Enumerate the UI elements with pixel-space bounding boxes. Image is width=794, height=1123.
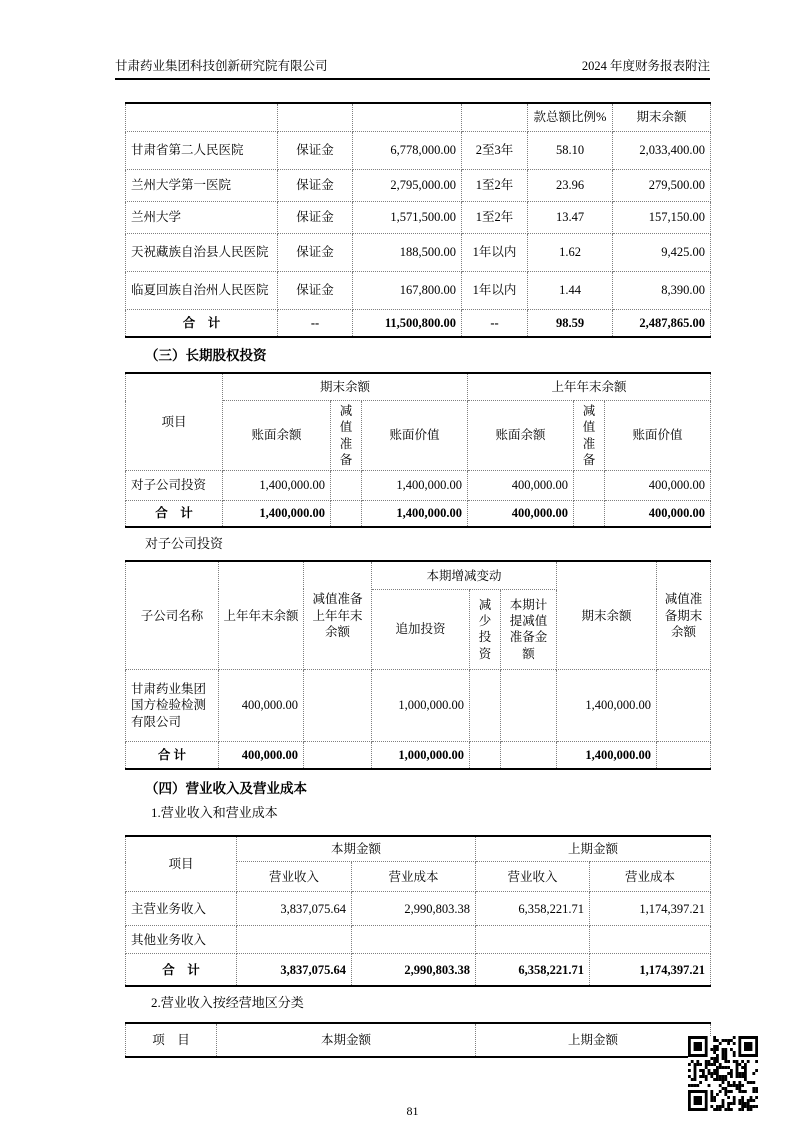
table-row: [126, 271, 711, 309]
table-row: [126, 169, 711, 201]
table-cell: 保证金: [278, 233, 353, 271]
table-cell: 保证金: [278, 131, 353, 169]
table-cell: 400,000.00: [468, 501, 574, 527]
table-header-row: [126, 561, 711, 589]
table-cell: 其他业务收入: [126, 926, 237, 954]
table-cell: 兰州大学第一医院: [126, 169, 278, 201]
column-header: 减值准备: [331, 401, 362, 471]
table-row: [126, 926, 711, 954]
table-cell: 保证金: [278, 271, 353, 309]
table-cell: 400,000.00: [605, 471, 711, 501]
table-cell: 279,500.00: [613, 169, 711, 201]
table-cell: [574, 501, 605, 527]
table-cell: 1,000,000.00: [372, 741, 470, 769]
table-cell: 甘肃药业集团国方检验检测有限公司: [126, 669, 219, 741]
table-cell: --: [278, 309, 353, 337]
column-header: 本期金额: [217, 1023, 476, 1057]
table-cell: 2,990,803.38: [352, 954, 476, 986]
column-header: 账面余额: [468, 401, 574, 471]
table-cell: 23.96: [528, 169, 613, 201]
table-cell: 1至2年: [462, 201, 528, 233]
table-cell: [574, 471, 605, 501]
subsection-revenue-1: 1.营业收入和营业成本: [151, 804, 278, 820]
column-header: 营业成本: [590, 862, 711, 892]
table-cell: [657, 741, 711, 769]
table-cell: 3,837,075.64: [237, 954, 352, 986]
total-row: [126, 741, 711, 769]
table-cell: 11,500,800.00: [353, 309, 462, 337]
table-cell: 157,150.00: [613, 201, 711, 233]
table-row: [126, 233, 711, 271]
table-cell: 1,174,397.21: [590, 954, 711, 986]
report-title: 2024 年度财务报表附注: [581, 59, 710, 73]
table-cell: 1,571,500.00: [353, 201, 462, 233]
table-cell: 1.44: [528, 271, 613, 309]
column-header: 营业成本: [352, 862, 476, 892]
table-cell: [331, 471, 362, 501]
column-header: [278, 103, 353, 131]
table-cell: [470, 741, 501, 769]
column-header: 期末余额: [223, 373, 468, 401]
table-cell: [237, 926, 352, 954]
column-header: 上年年末余额: [468, 373, 711, 401]
table-cell: --: [462, 309, 528, 337]
table-cell: 兰州大学: [126, 201, 278, 233]
table-cell: 1,400,000.00: [557, 669, 657, 741]
column-header: 期末余额: [613, 103, 711, 131]
table-cell: [590, 926, 711, 954]
page-number: 81: [406, 1103, 419, 1118]
column-header: 营业收入: [476, 862, 590, 892]
table-cell: 6,358,221.71: [476, 892, 590, 926]
table-cell: 400,000.00: [605, 501, 711, 527]
table-cell: 1至2年: [462, 169, 528, 201]
table-cell: 合 计: [126, 501, 223, 527]
table-row: [126, 669, 711, 741]
column-header: 项目: [126, 373, 223, 471]
table-cell: 甘肃省第二人民医院: [126, 131, 278, 169]
table-cell: 2,990,803.38: [352, 892, 476, 926]
subsection-revenue-2: 2.营业收入按经营地区分类: [151, 994, 304, 1010]
table-cell: [501, 669, 557, 741]
table-cell: 保证金: [278, 169, 353, 201]
table-cell: 400,000.00: [219, 741, 304, 769]
table-header-row: [126, 836, 711, 862]
table-cell: 主营业务收入: [126, 892, 237, 926]
table-cell: 188,500.00: [353, 233, 462, 271]
table-cell: 1,400,000.00: [223, 471, 331, 501]
section-title-equity: （三）长期股权投资: [145, 348, 267, 363]
table-cell: [304, 669, 372, 741]
table-cell: 58.10: [528, 131, 613, 169]
column-header: 期末余额: [557, 561, 657, 669]
table-header-row: [126, 373, 711, 401]
column-header: 追加投资: [372, 589, 470, 669]
subsidiary-table: [125, 560, 711, 770]
table-cell: 保证金: [278, 201, 353, 233]
column-header: 本期金额: [237, 836, 476, 862]
table-cell: 3,837,075.64: [237, 892, 352, 926]
table-cell: 1,400,000.00: [557, 741, 657, 769]
table-cell: 1年以内: [462, 271, 528, 309]
total-row: [126, 954, 711, 986]
table-row: [126, 892, 711, 926]
table-cell: 400,000.00: [219, 669, 304, 741]
column-header: 上年年末余额: [219, 561, 304, 669]
table-cell: [501, 741, 557, 769]
company-name: 甘肃药业集团科技创新研究院有限公司: [115, 59, 328, 73]
table-cell: 2,795,000.00: [353, 169, 462, 201]
table-cell: 8,390.00: [613, 271, 711, 309]
column-header: 减值准备: [574, 401, 605, 471]
column-header: 账面余额: [223, 401, 331, 471]
column-header: 账面价值: [605, 401, 711, 471]
column-header: [353, 103, 462, 131]
table-cell: [476, 926, 590, 954]
table-cell: 2,487,865.00: [613, 309, 711, 337]
table-cell: 合 计: [126, 954, 237, 986]
table-cell: 1,400,000.00: [223, 501, 331, 527]
column-header: 营业收入: [237, 862, 352, 892]
table-cell: 9,425.00: [613, 233, 711, 271]
lt-equity-table: [125, 372, 711, 528]
column-header: [126, 103, 278, 131]
qr-code: [688, 1036, 758, 1111]
table-cell: 1,400,000.00: [362, 471, 468, 501]
table-cell: 13.47: [528, 201, 613, 233]
column-header: 上期金额: [476, 836, 711, 862]
column-header: 项 目: [126, 1023, 217, 1057]
column-header: 子公司名称: [126, 561, 219, 669]
column-header: 减值准备上年年末余额: [304, 561, 372, 669]
table-cell: [304, 741, 372, 769]
column-header: 减值准备期末余额: [657, 561, 711, 669]
subsidiary-note: 对子公司投资: [145, 535, 224, 551]
table-cell: 合 计: [126, 741, 219, 769]
table-row: [126, 131, 711, 169]
table-header-row: [126, 103, 711, 131]
table-cell: 1,400,000.00: [362, 501, 468, 527]
total-row: [126, 309, 711, 337]
total-row: [126, 501, 711, 527]
page-header: [115, 56, 710, 80]
table-header-row: [126, 1023, 711, 1057]
column-header: 本期计提减值准备金额: [501, 589, 557, 669]
table-cell: 2,033,400.00: [613, 131, 711, 169]
table-row: [126, 471, 711, 501]
table-cell: 合 计: [126, 309, 278, 337]
column-header: 账面价值: [362, 401, 468, 471]
table-cell: [352, 926, 476, 954]
table-cell: 6,358,221.71: [476, 954, 590, 986]
revenue-table: [125, 835, 711, 987]
region-revenue-table: [125, 1022, 711, 1058]
table-cell: 2至3年: [462, 131, 528, 169]
table-cell: 临夏回族自治州人民医院: [126, 271, 278, 309]
column-header: [462, 103, 528, 131]
table-cell: 98.59: [528, 309, 613, 337]
column-header: 款总额比例%: [528, 103, 613, 131]
table-cell: [657, 669, 711, 741]
column-header: 本期增减变动: [372, 561, 557, 589]
table-cell: 对子公司投资: [126, 471, 223, 501]
column-header: 上期金额: [476, 1023, 711, 1057]
table-cell: 1,174,397.21: [590, 892, 711, 926]
table-row: [126, 201, 711, 233]
table-cell: 1.62: [528, 233, 613, 271]
table-cell: 400,000.00: [468, 471, 574, 501]
table-cell: 1,000,000.00: [372, 669, 470, 741]
column-header: 减少投资: [470, 589, 501, 669]
column-header: 项目: [126, 836, 237, 892]
table-cell: [331, 501, 362, 527]
table-cell: 6,778,000.00: [353, 131, 462, 169]
section-title-revenue: （四）营业收入及营业成本: [145, 781, 307, 797]
table-cell: [470, 669, 501, 741]
table-cell: 天祝藏族自治县人民医院: [126, 233, 278, 271]
deposits-table: [125, 102, 711, 338]
table-cell: 1年以内: [462, 233, 528, 271]
table-cell: 167,800.00: [353, 271, 462, 309]
